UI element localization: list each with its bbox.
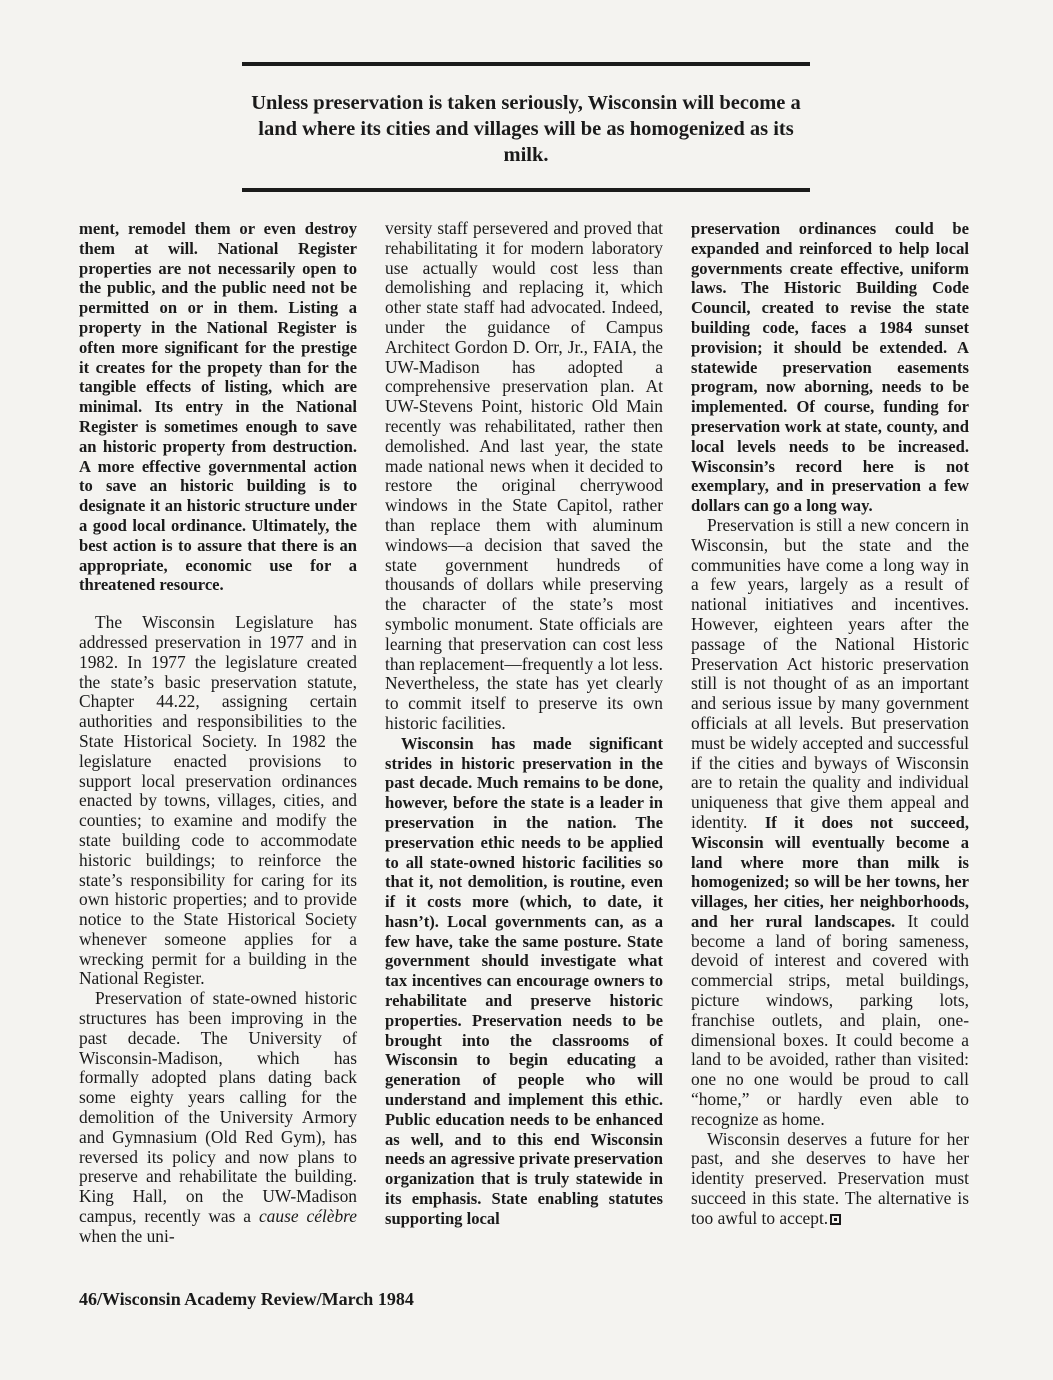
column-3 (691, 219, 969, 1229)
col1-p3-start: Preservation of state-owned historic structures has been improving in the past decade. The University of Wisconsin-Madison, which has formally adopted plans dating back some eighty years calling for the demolition of the University Armory and Gymnasium (Old Red Gym), has reversed its policy and now plans to preserve and rehabilitate the building. King Hall, on the UW-Madison campus, recently was a (79, 988, 357, 1227)
col1-paragraph-2: The Wisconsin Legislature has addressed preservation in 1977 and in 1982. In 1977 the legislature created the state’s basic preservation statute, Chapter 44.22, assigning certain authorities and responsibilities to the State Historical Society. In 1982 the legislature enacted provisions to support local preservation ordinances enacted by towns, villages, cities, and counties; to examine and modify the state building code to accommodate historic buildings; to reinforce the state’s responsibility for caring for its own historic properties; and to provide notice to the State Historical Society whenever someone applies for a wrecking permit for a building in the National Register. (79, 612, 357, 989)
column-2 (385, 219, 663, 1229)
col3-p2-end: It could become a land of boring sameness, devoid of interest and covered with commercial strips, metal buildings, picture windows, parking lots, franchise outlets, and plain, one-dimensional boxes. It could become a land to be avoided, rather than visited: one no one would be proud to call “home,” or hardly even able to recognize as home. (691, 910, 969, 1129)
col3-p2-bold: If it does not succeed, Wisconsin will eventually become a land where more than milk is homogenized; so will be her towns, her villages, her cities, her neighborhoods, and her rural landscapes. (691, 812, 969, 931)
col3-paragraph-2 (691, 516, 969, 1130)
page-footer: 46/Wisconsin Academy Review/March 1984 (79, 1289, 414, 1309)
col3-paragraph-1: preservation ordinances could be expanded and reinforced to help local governments create effective, uniform laws. The Historic Building Code Council, created to revise the state building code, faces a 1984 sunset provision; it should be extended. A statewide preservation easements program, now aborning, needs to be implemented. Of course, funding for preservation work at state, county, and local levels needs to be increased. Wisconsin’s record here is not exemplary, and in preservation a few dollars can go a long way. (691, 219, 969, 516)
col3-p2-start: Preservation is still a new concern in Wisconsin, but the state and the communities have come a long way in a few years, largely as a result of national initiatives and incentives. However, eighteen years after the passage of the National Historic Preservation Act historic preservation still is not thought of as an important and serious issue by many government officials at all levels. But preservation must be widely accepted and successful if the cities and byways of Wisconsin are to retain the quality and individual uniqueness that give them appeal and identity. (691, 514, 969, 832)
pull-quote: Unless preservation is taken seriously, Wisconsin will become a land where its cities and villages will be as homogenized as its milk. (251, 92, 801, 166)
col2-paragraph-2: Wisconsin has made significant strides in historic preservation in the past decade. Much remains to be done, however, before the state is a leader in preservation in the nation. The preservation ethic needs to be applied to all state-owned historic facilities so that it, not demolition, is routine, even if it costs more (which, to date, it hasn’t). Local governments can, as a few have, take the same posture. State government should investigate what tax incentives can encourage owners to rehabilitate and preserve historic properties. Preservation needs to be brought into the classrooms of Wisconsin to begin educating a generation of people who will understand and implement this ethic. Public education needs to be enhanced as well, and to this end Wisconsin needs an agressive private preservation organization that is truly statewide in its emphasis. State enabling statutes supporting local (385, 733, 663, 1228)
col1-p3-end: when the uni- (79, 1225, 175, 1246)
col3-paragraph-3 (691, 1130, 969, 1229)
bottom-rule (242, 188, 810, 192)
col3-p3-text: Wisconsin deserves a future for her past, and she deserves to have her identity preserved. Preservation must succeed in this state. The alternative is too awful to accept. (691, 1128, 969, 1228)
col1-paragraph-3 (79, 989, 357, 1246)
col2-paragraph-1: versity staff persevered and proved that rehabilitating it for modern laboratory use actually would cost less than demolishing and replacing it, which other state staff had advocated. Indeed, under the guidance of Campus Architect Gordon D. Orr, Jr., FAIA, the UW-Madison has adopted a comprehensive preservation plan. At UW-Stevens Point, historic Old Main recently was rehabilitated, rather then demolished. And last year, the state made national news when it decided to restore the original cherrywood windows in the State Capitol, rather than replace them with aluminum windows—a decision that saved the state government hundreds of thousands of dollars while preserving the character of the state’s most symbolic monument. State officials are learning that preservation can cost less than replacement—frequently a lot less. Nevertheless, the state has yet clearly to commit itself to preserve its own historic facilities. (385, 218, 663, 733)
top-rule (242, 62, 810, 66)
column-1 (79, 219, 357, 1247)
end-mark-icon (830, 1214, 841, 1225)
col1-paragraph-1: ment, remodel them or even destroy them at will. National Register properties are not necessarily open to the public, and the public need not be permitted on or in them. Listing a property in the National Register is often more significant for the prestige it creates for the propety than for the tangible effects of listing, which are minimal. Its entry in the National Register is sometimes enough to save an historic property from destruction. A more effective governmental action to save an historic building is to designate it an historic structure under a good local ordinance. Ultimately, the best action is to assure that there is an appropriate, economic use for a threatened resource. (79, 219, 357, 595)
col1-p3-italic: cause célèbre (258, 1206, 357, 1227)
